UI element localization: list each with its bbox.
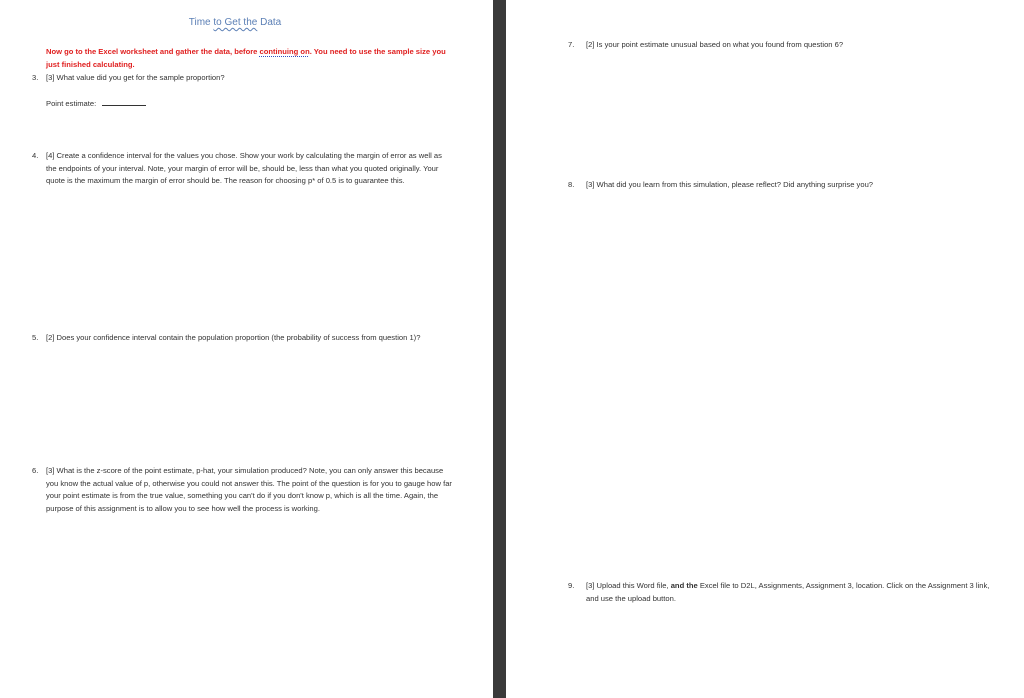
title-text-end: Data [257, 17, 282, 28]
left-document-page [0, 0, 493, 698]
title-text-start: Time [188, 17, 214, 28]
question-number: 6. [32, 466, 39, 475]
question-text: [2] Is your point estimate unusual based on what you found from question 6? [586, 40, 844, 49]
question-number: 7. [568, 40, 575, 49]
question-number: 5. [32, 333, 39, 342]
question-text: [2] Does your confidence interval contain the population proportion (the probability of success from question 1)? [46, 333, 421, 342]
question-number: 4. [32, 151, 39, 160]
page-title [0, 17, 470, 30]
question-number: 9. [568, 581, 575, 590]
question-text [586, 580, 996, 605]
instruction-paragraph [46, 45, 446, 71]
question-number: 8. [568, 180, 575, 189]
instruction-text-flagged: continuing on [259, 47, 310, 56]
question-text: [3] What did you learn from this simulation, please reflect? Did anything surprise you? [586, 180, 874, 189]
answer-blank-line [102, 98, 146, 106]
question-text: [4] Create a confidence interval for the values you chose. Show your work by calculating the margin of error as well as the endpoints of your interval. Note, your margin of error will be, should be, less than what you quoted originally. Your quote is the maximum the margin of error should be. The reason for choosing p* of 0.5 is to guarantee this. [46, 151, 442, 186]
instruction-text-end: . You need to use the sample size you just finished calculating. [46, 47, 446, 69]
point-estimate-field [46, 98, 146, 111]
question-text-start: [3] Upload this Word file, [586, 581, 671, 590]
title-text-underlined: to Get the [213, 17, 258, 28]
question-text: [3] What is the z-score of the point estimate, p-hat, your simulation produced? Note, you can only answer this because you know the actual value of p, otherwise you could not answer this. The point of the question is for you to gauge how far your point estimate is from the true value, something you can't do if you don't know p, which is all the time. Again, the purpose of this assignment is to allow you to see how well the process is working. [46, 466, 452, 513]
question-number: 3. [32, 73, 39, 82]
point-estimate-label: Point estimate: [46, 99, 97, 108]
instruction-text-start: Now go to the Excel worksheet and gather the data, before [46, 47, 260, 56]
question-text-bold: and the [670, 581, 698, 590]
question-text: [3] What value did you get for the sample proportion? [46, 73, 225, 82]
question-text-end: Excel file to D2L, Assignments, Assignment 3, location. Click on the Assignment 3 link, and use the upload button. [586, 581, 990, 603]
page-gap-divider [493, 0, 506, 698]
